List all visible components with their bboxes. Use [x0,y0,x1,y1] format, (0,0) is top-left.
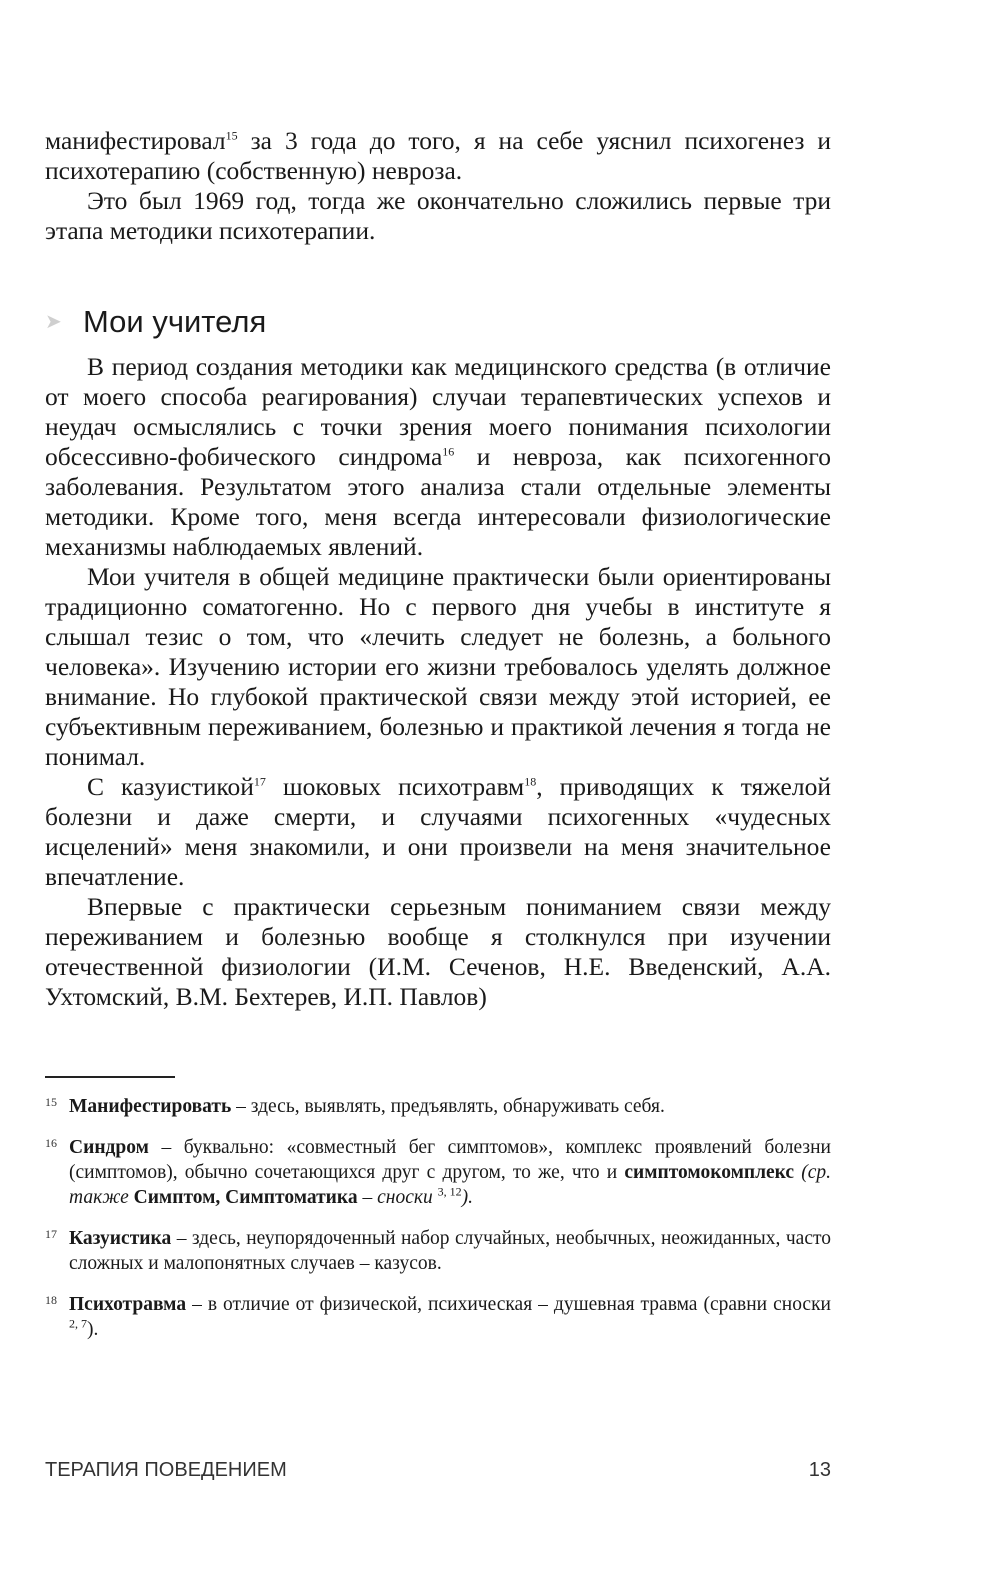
footnote-number: 15 [45,1095,57,1109]
section-heading [45,304,266,340]
footnote-ref-16[interactable]: 16 [442,444,455,459]
footnote-number: 18 [45,1293,57,1307]
footnote-16: 16 Синдром – буквально: «совместный бег симптомов», комплекс проявлений болезни (симптомов), обычно сочетающихся друг с другом, то же, что и симптомокомплекс (ср. также Симптом, Симптоматика – сноски $^{3, 12}$). [45,1135,831,1210]
paragraph-1: манифестировал$^{15}$ за 3 года до того, я на себе уяснил психогенез и психотерапию (собственную) невроза. [45,126,831,185]
section-arrow-icon: ➤ [45,311,62,333]
paragraph-3: В период создания методики как медицинского средства (в отличие от моего способа реагирования) случаи терапевтических успехов и неудач осмыслялись с точки зрения моего понимания психологии обсессивно-фобического синдрома$^{16}$ и невроза, как психогенного заболевания. Результатом этого анализа стали отдельные элементы методики. Кроме того, меня всегда интересовали физиологические механизмы наблюдаемых явлений. [45,352,831,561]
section-title: Мои учителя [83,304,267,339]
footnote-17: 17 Казуистика – здесь, неупорядоченный набор случайных, необычных, неожиданных, часто сложных и малопонятных случаев – казусов. [45,1226,831,1276]
footnote-divider [45,1076,175,1078]
top-text [45,126,831,246]
section-body [45,352,831,1012]
paragraph-6: Впервые с практически серьезным пониманием связи между переживанием и болезнью вообще я столкнулся при изучении отечественной физиологии (И.М. Сеченов, Н.Е. Введенский, А.А. Ухтомский, В.М. Бехтерев, И.П. Павлов) [45,892,831,1011]
page-number: 13 [808,1459,831,1481]
footnote-18: 18 Психотравма – в отличие от физической, психическая – душевная травма (сравни сноски $^{2, 7}$). [45,1292,831,1342]
paragraph-2: Это был 1969 год, тогда же окончательно сложились первые три этапа методики психотерапии. [45,186,831,245]
footnote-number: 16 [45,1136,57,1150]
footnote-ref-17[interactable]: 17 [253,774,266,789]
footnote-ref-18[interactable]: 18 [524,774,537,789]
footnotes [45,1094,831,1358]
footnote-15: 15 Манифестировать – здесь, выявлять, предъявлять, обнаруживать себя. [45,1094,831,1119]
page-footer [45,1459,831,1482]
footnote-number: 17 [45,1227,57,1241]
book-title: ТЕРАПИЯ ПОВЕДЕНИЕМ [45,1459,287,1481]
footnote-ref-15[interactable]: 15 [225,128,238,143]
paragraph-4: Мои учителя в общей медицине практически были ориентированы традиционно соматогенно. Но с первого дня учебы в институте я слышал тезис о том, что «лечить следует не болезнь, а больного человека». Изучению истории его жизни требовалось уделять должное внимание. Но глубокой практической связи между этой историей, ее субъективным переживанием, болезнью и практикой лечения я тогда не понимал. [45,562,831,771]
paragraph-5: С казуистикой$^{17}$ шоковых психотравм$^{18}$, приводящих к тяжелой болезни и даже смерти, и случаями психогенных «чудесных исцелений» меня знакомили, и они произвели на меня значительное впечатление. [45,772,831,891]
